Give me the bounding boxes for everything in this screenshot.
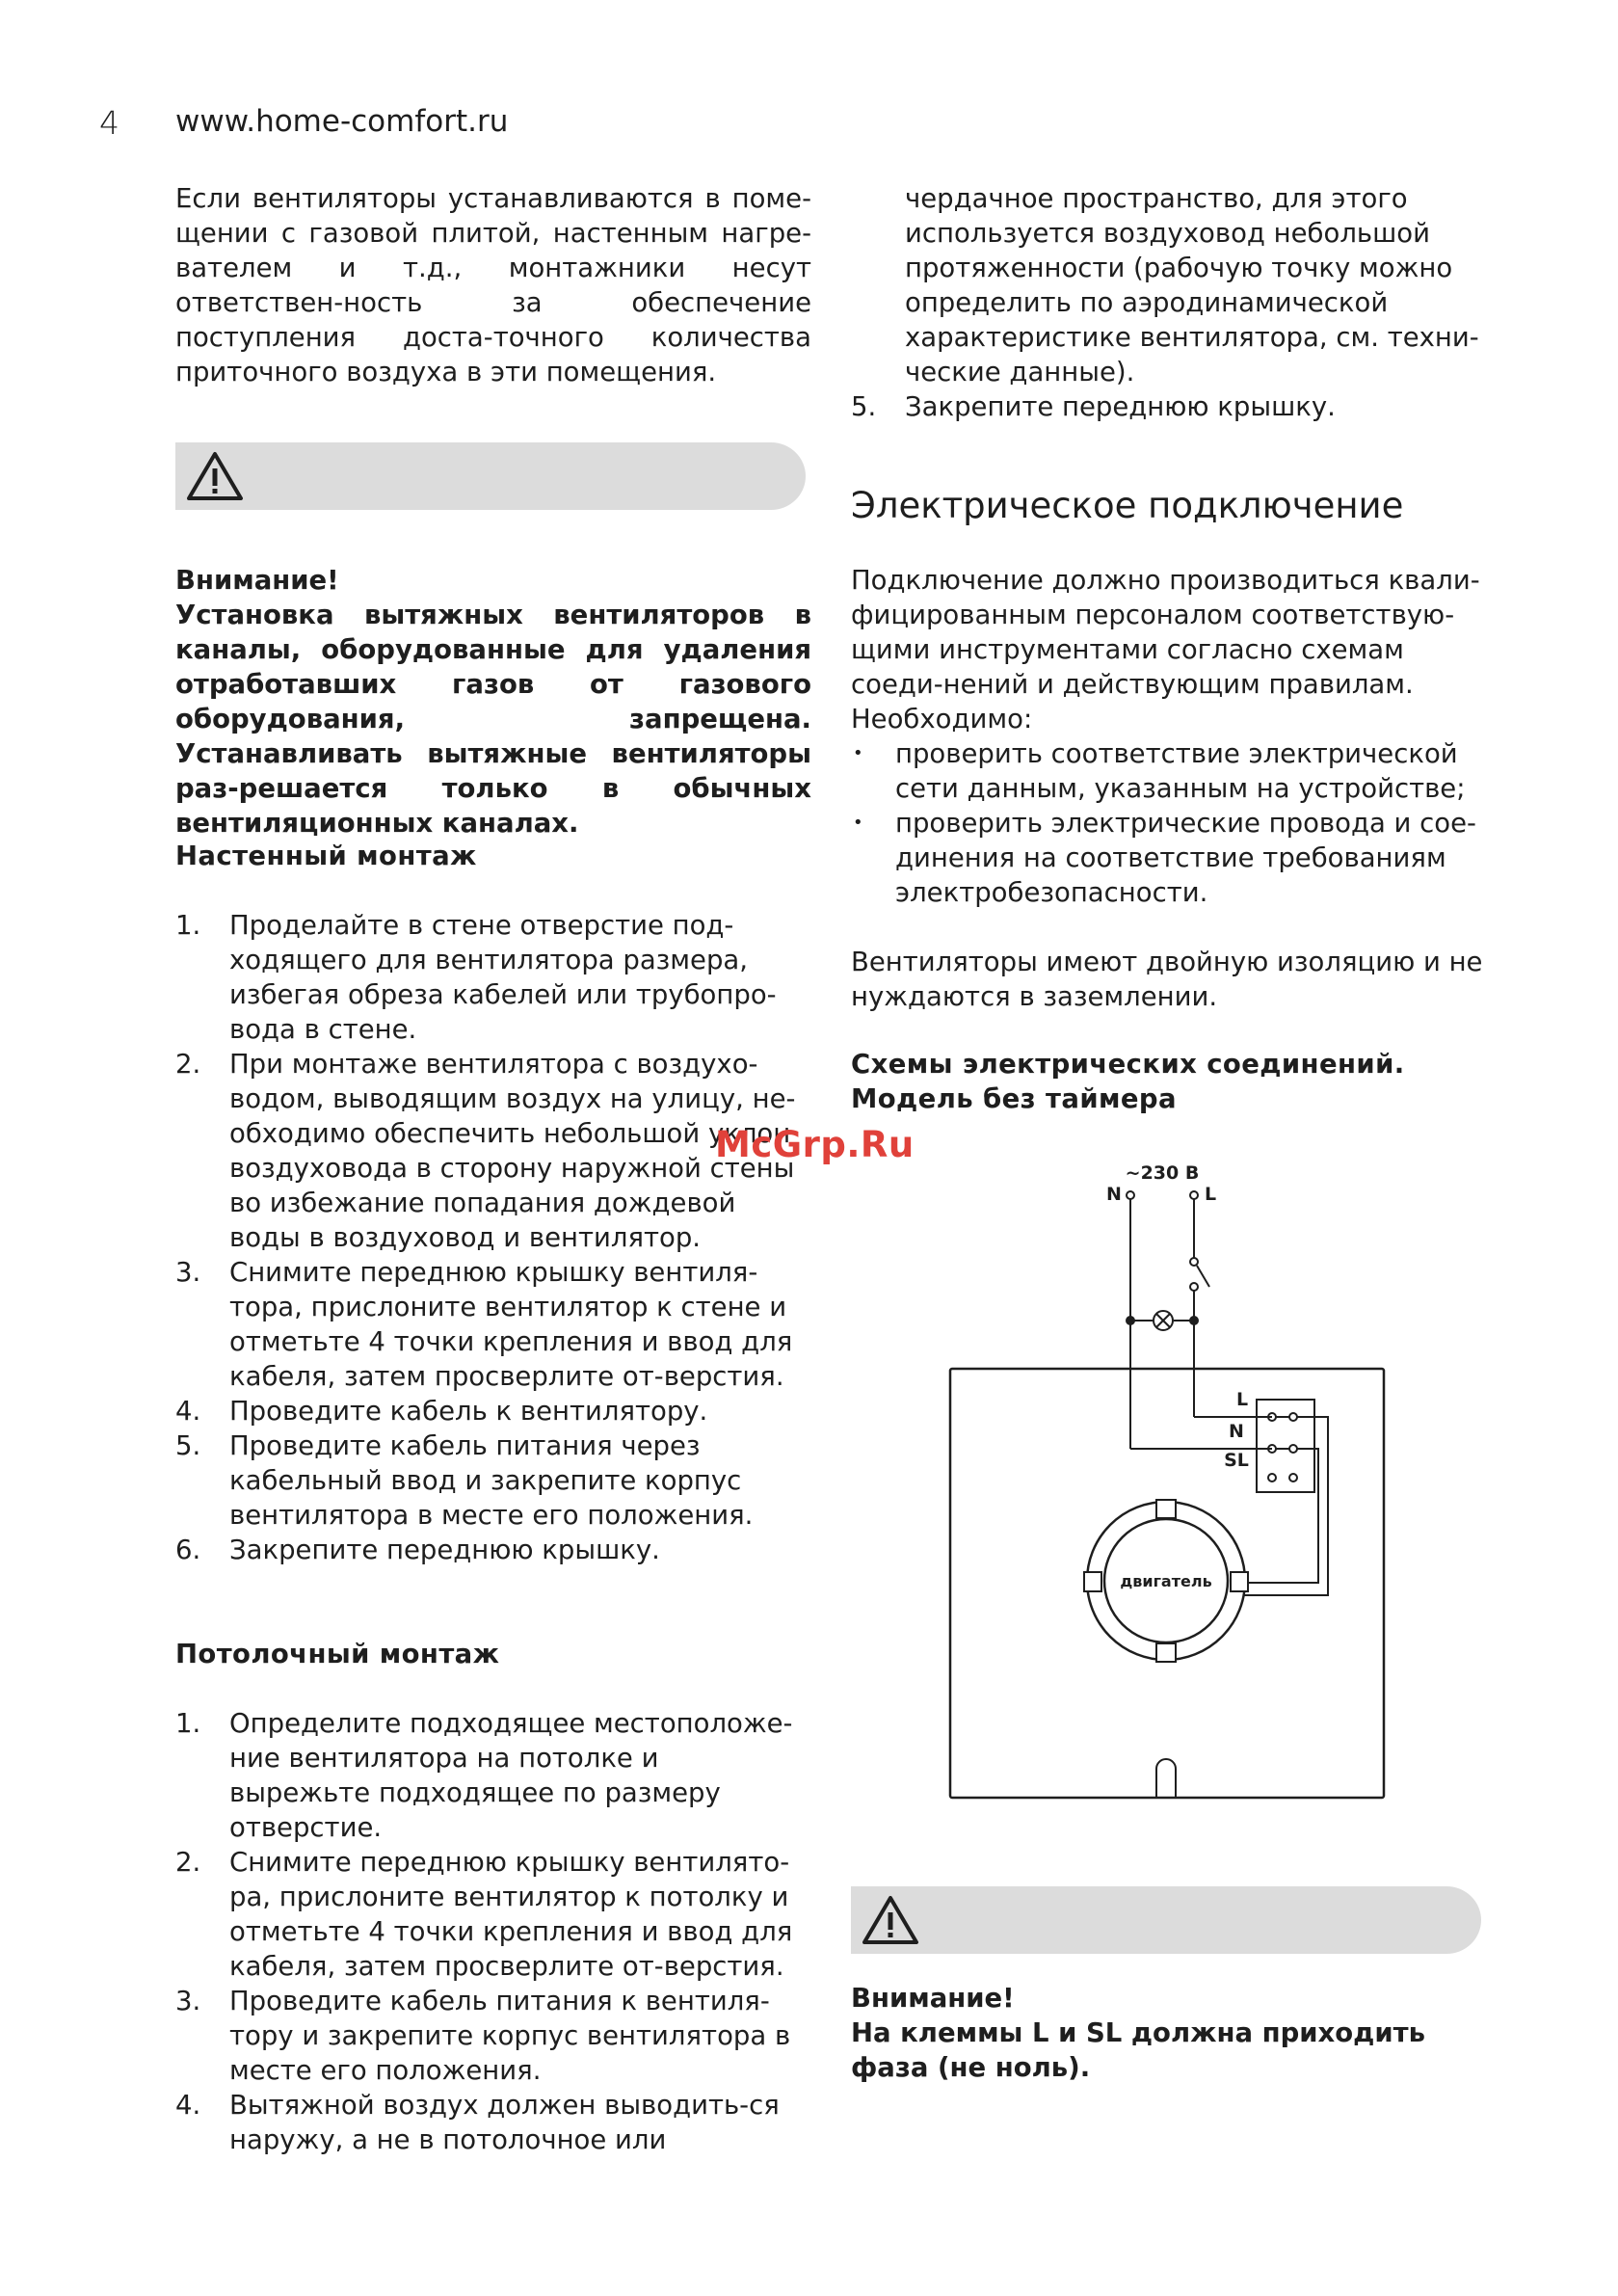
warning-banner [175,442,806,510]
n-label: N [1106,1184,1122,1205]
watermark: McGrp.Ru [715,1124,915,1165]
wiring-diagram [925,1152,1388,1807]
warning-1-text: Установка вытяжных вентиляторов в каналы, оборудованные для удаления отработавших газов от газового оборудования, запрещена. Устанавливать вытяжные вентиляторы раз-решается только в обычных вентиляционных каналах. [175,600,811,839]
ceiling-step-5 [851,389,1487,424]
header-url: www.home-comfort.ru [175,104,509,139]
list-item: 5. Проведите кабель питания через кабельный ввод и закрепите корпус вентилятора в месте его положения. [175,1430,754,1531]
ceiling-step-4-continuation: чердачное пространство, для этого используется воздуховод небольшой протяженности (рабочую точку можно определить по аэродинамической характеристике вентилятора, см. техни-ческие данные). [905,183,1479,387]
electrical-block [851,563,1487,1014]
warning-2-text: На клеммы L и SL должна приходить фаза (не ноль). [851,2017,1425,2083]
terminal-sl-label: SL [1224,1450,1249,1471]
list-item: 1. Определите подходящее местоположе-ние вентилятора на потолке и вырежьте подходящее по размеру отверстие. [175,1708,793,1843]
motor-label: двигатель [1120,1572,1212,1590]
list-item: 3. Снимите переднюю крышку вентиля-тора, прислоните вентилятор к стене и отметьте 4 точки крепления и ввод для кабеля, затем просверлите от-верстия. [175,1257,793,1392]
list-item: 3. Проведите кабель питания к вентиля-тору и закрепите корпус вентилятора в месте его положения. [175,1986,791,2086]
electrical-title: Электрическое подключение [851,485,1404,526]
warning-2-title: Внимание! [851,1983,1015,2014]
warning-triangle-icon [185,450,245,502]
wall-mount-title: Настенный монтаж [175,841,477,871]
warning-1-block [175,563,811,841]
list-item: 4. Вытяжной воздух должен выводить-ся наружу, а не в потолочное или [175,2090,780,2155]
wall-mount-section [175,839,811,873]
warning-triangle-icon [861,1894,920,1946]
terminal-l-label: L [1235,1389,1249,1410]
voltage-label: ~230 В [1125,1162,1200,1184]
electrical-need: Необходимо: [851,704,1033,734]
list-item: 2. Снимите переднюю крышку вентилято-ра, прислоните вентилятор к потолку и отметьте 4 точки крепления и ввод для кабеля, затем просверлите от-верстия. [175,1847,793,1982]
warning-2-block [851,1981,1487,2085]
terminal-n-label: N [1229,1421,1244,1442]
list-item: 2. При монтаже вентилятора с воздухо-водом, выводящим воздух на улицу, не-обходимо обеспечить небольшой уклон воздуховода в сторону наружной стены во избежание попадания дождевой воды в воздуховод и вентилятор. [175,1049,796,1253]
list-item: 6. Закрепите переднюю крышку. [175,1535,660,1565]
ceiling-mount-steps [175,1706,802,2157]
page-number: 4 [99,104,119,142]
warning-banner-2 [851,1886,1481,1954]
l-label: L [1204,1184,1217,1205]
ceiling-mount-section [175,1637,811,1671]
intro-paragraph: Если вентиляторы устанавливаются в поме-щении с газовой плитой, настенным нагре-вателем и т.д., монтажники несут ответствен-ность за обеспечение поступления доста-точного количества приточного воздуха в эти помещения. [175,183,811,387]
electrical-para-1: Подключение должно производиться квали-фицированным персоналом соответствую-щими инструментами согласно схемам соеди-нений и действующим правилам. [851,565,1480,700]
terminal-l-dot [1190,1191,1198,1199]
terminal-n-dot [1127,1191,1134,1199]
wall-mount-steps [175,908,802,1567]
warning-1-title: Внимание! [175,565,339,596]
list-item: 1. Проделайте в стене отверстие под-ходящего для вентилятора размера, избегая обреза кабелей или трубопро-вода в стене. [175,910,777,1045]
list-item: 5. Закрепите переднюю крышку. [851,391,1336,422]
electrical-para-2: Вентиляторы имеют двойную изоляцию и не нуждаются в заземлении. [851,947,1483,1012]
list-item: 4. Проведите кабель к вентилятору. [175,1396,708,1427]
list-item: • проверить электрические провода и сое-динения на соответствие требованиям электробезопасности. [851,806,1487,910]
ceiling-mount-title: Потолочный монтаж [175,1639,500,1669]
list-item: • проверить соответствие электрической сети данным, указанным на устройстве; [851,736,1487,806]
schemes-heading: Схемы электрических соединений. Модель без таймера [851,1049,1405,1114]
